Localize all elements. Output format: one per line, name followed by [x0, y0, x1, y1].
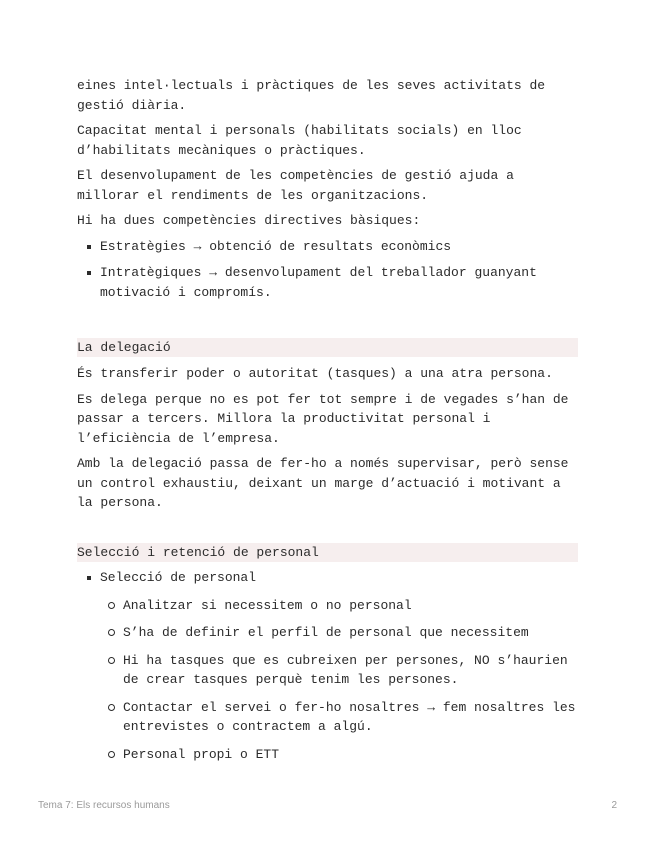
paragraph: Amb la delegació passa de fer-ho a només supervisar, però sense un control exhaustiu, deixant un marge d’actuació i motivant a la persona.: [77, 456, 569, 510]
section-heading: La delegació: [77, 338, 578, 357]
list-item: Estratègies → obtenció de resultats econòmics: [77, 237, 578, 257]
paragraph: Es delega perque no es pot fer tot sempre i de vegades s’han de passar a tercers. Millora la productivitat personal i l’eficiència de l’empresa.: [77, 391, 569, 446]
list-item: Intratègiques → desenvolupament del treballador guanyant motivació i compromís.: [77, 263, 578, 302]
list-item: [77, 568, 578, 764]
intro-block: [77, 76, 578, 309]
seleccio-list: [77, 568, 578, 764]
sub-list-item: Hi ha tasques que es cubreixen per persones, NO s’haurien de crear tasques perquè tenim les persones.: [100, 651, 578, 690]
sub-list-item: Personal propi o ETT: [100, 745, 578, 765]
section-delegacio: [77, 338, 578, 513]
paragraph: El desenvolupament de les competències de gestió ajuda a millorar el rendiments de les organitzacions.: [77, 168, 514, 203]
sub-list: [100, 596, 578, 765]
paragraph: Hi ha dues competències directives bàsiques:: [77, 213, 421, 228]
paragraph: Capacitat mental i personals (habilitats socials) en lloc d’habilitats mecàniques o pràctiques.: [77, 123, 522, 158]
sub-list-item: S’ha de definir el perfil de personal que necessitem: [100, 623, 578, 643]
sub-list-item: Analitzar si necessitem o no personal: [100, 596, 578, 616]
list-item-label: Selecció de personal: [100, 570, 257, 585]
page-number: 2: [611, 800, 617, 811]
section-heading: Selecció i retenció de personal: [77, 543, 578, 562]
paragraph: És transferir poder o autoritat (tasques) a una atra persona.: [77, 366, 553, 381]
competencies-list: [77, 237, 578, 303]
sub-list-item: Contactar el servei o fer-ho nosaltres → fem nosaltres les entrevistes o contractem a algú.: [100, 698, 578, 737]
footer-title: Tema 7: Els recursos humans: [38, 800, 170, 811]
section-seleccio: [77, 543, 578, 772]
paragraph: eines intel·lectuals i pràctiques de les seves activitats de gestió diària.: [77, 78, 546, 113]
